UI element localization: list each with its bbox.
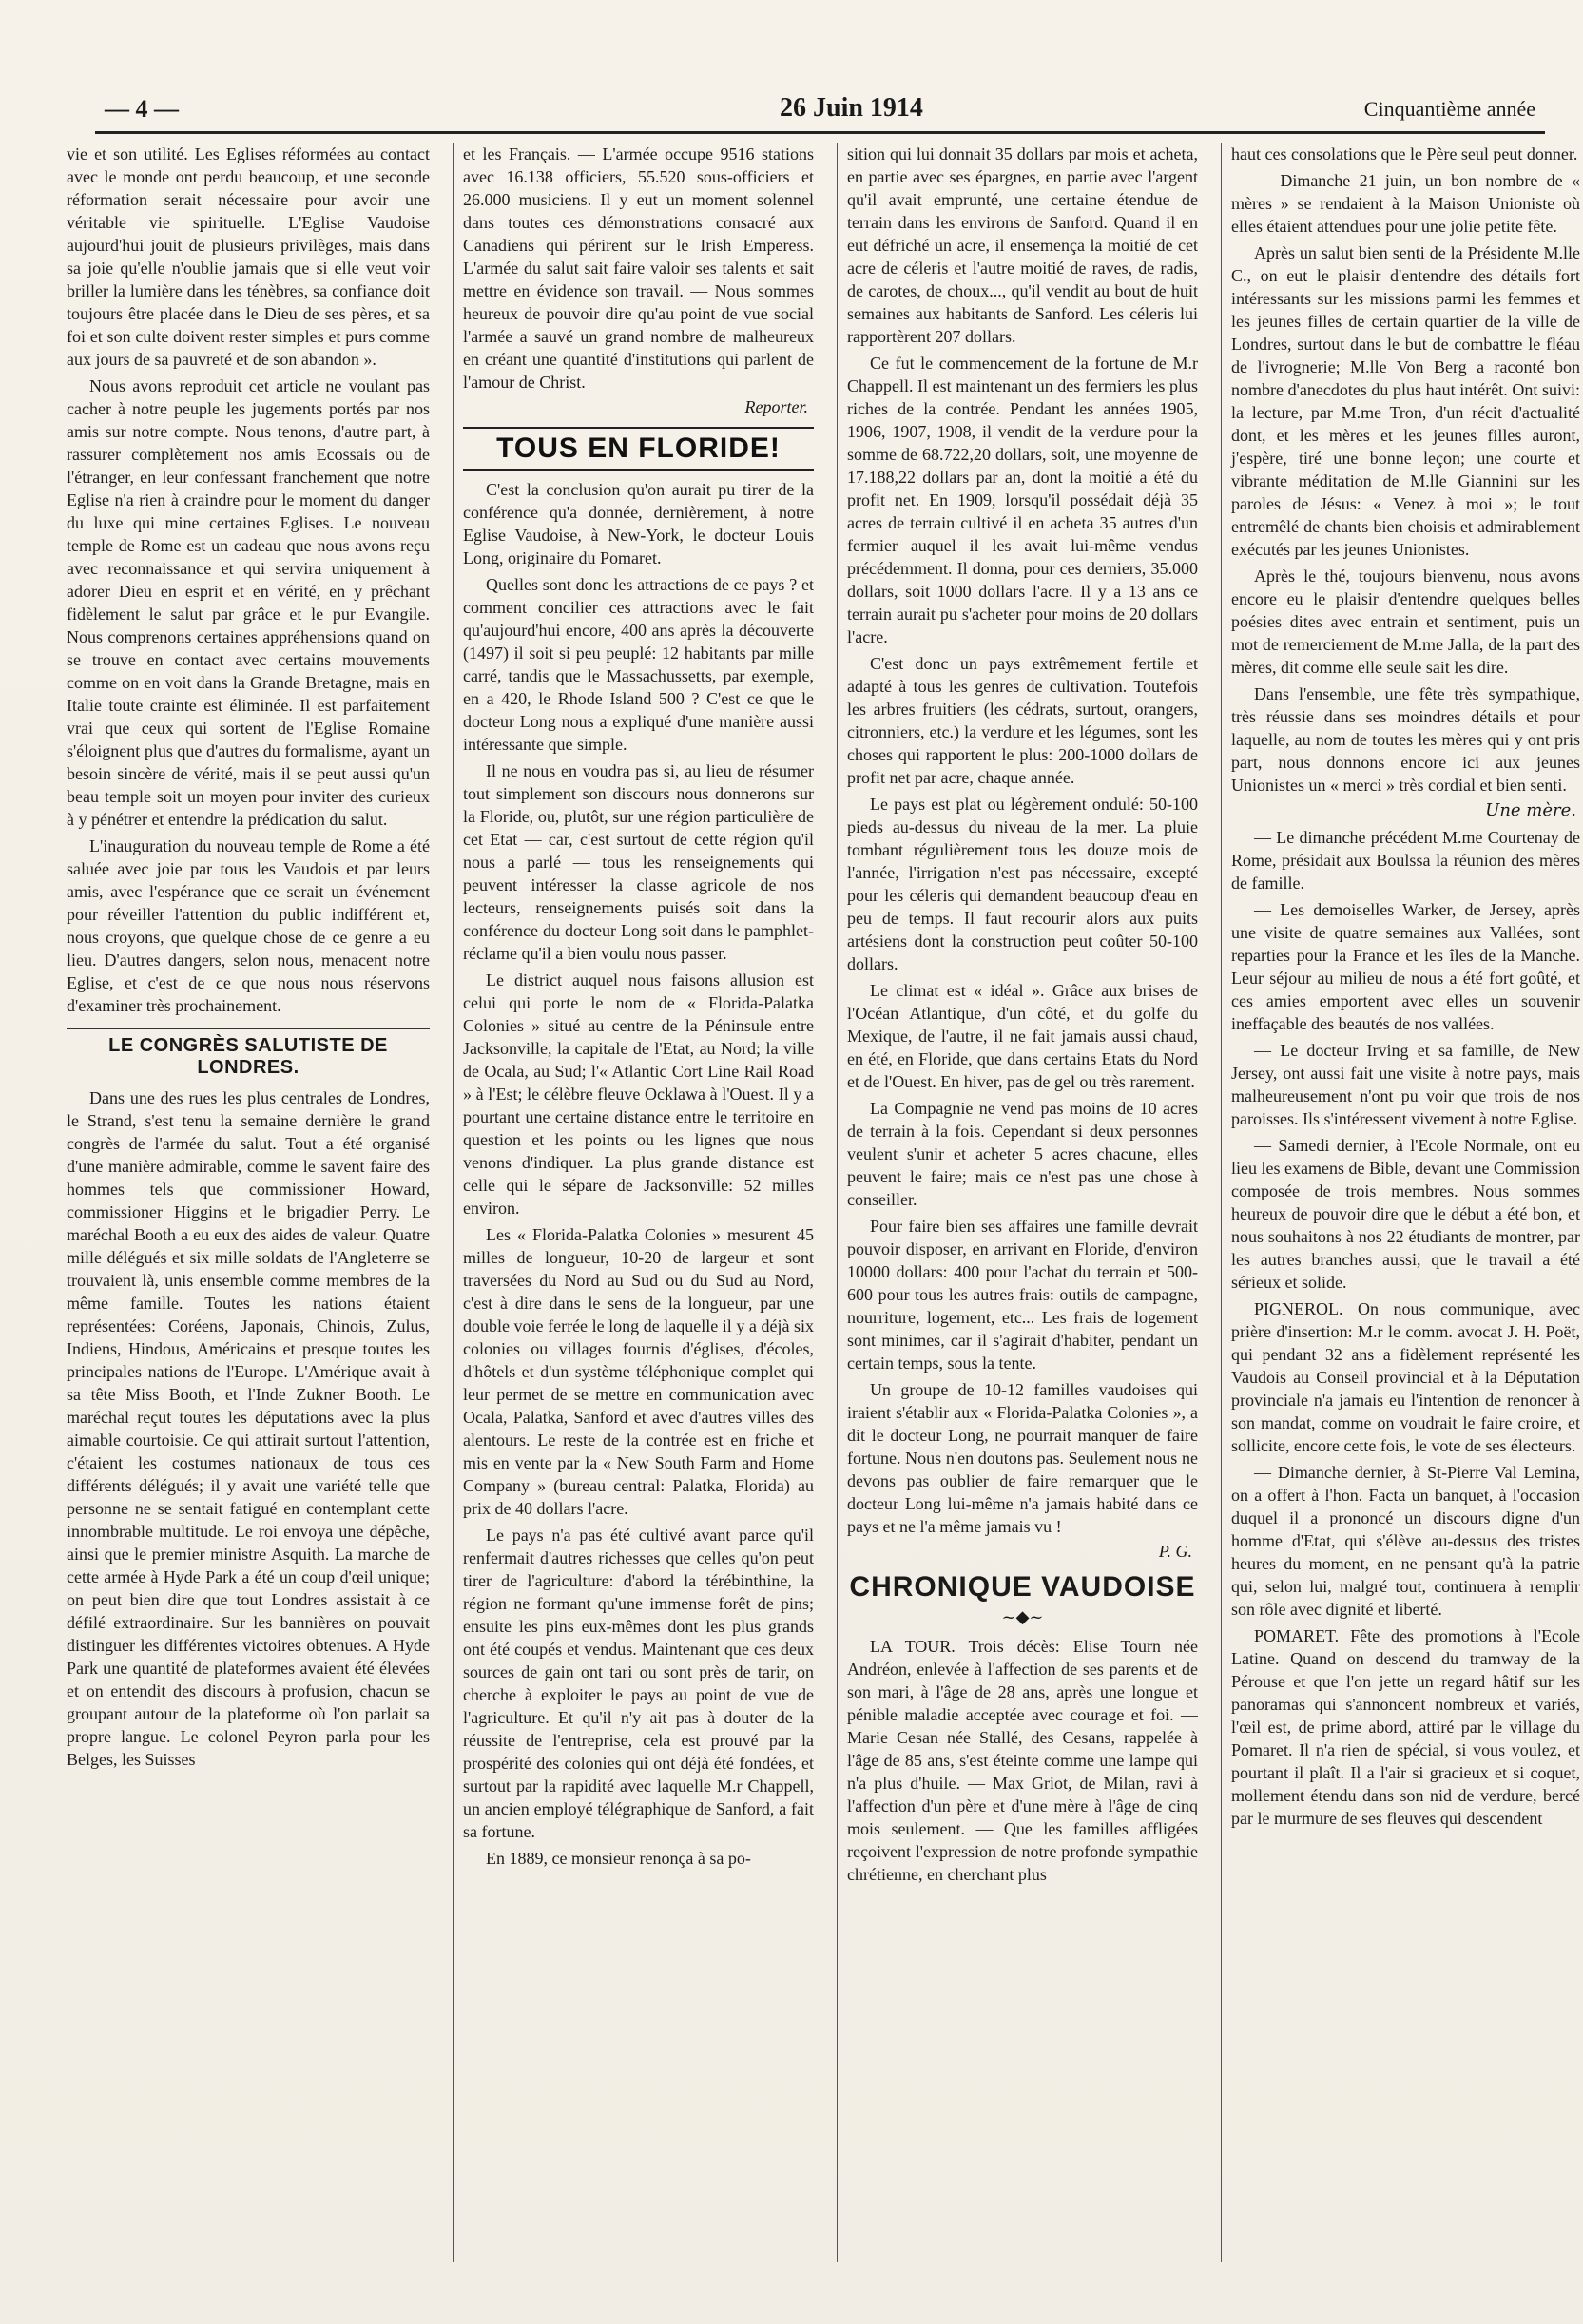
col2-paragraph: Il ne nous en voudra pas si, au lieu de résumer tout simplement son discours nous donnerons sur la Floride, ou, plutôt, sur une région particulière de cet Etat — car, c'est surtout de cette région qu'il nous a parlé — tous les renseignements qui peuvent intéresser la classe agricole de nos lecteurs, renseignements puisés soit dans la conférence du docteur Long soit dans le pamphlet-réclame qu'il a bien voulu nous passer. <box>463 761 814 963</box>
col3-paragraph: LA TOUR. Trois décès: Elise Tourn née Andréon, enlevée à l'affection de ses parents et de son mari, à l'âge de 28 ans, après une longue et pénible maladie acceptée avec courage et foi. — Marie Cesan née Stallé, des Cesans, rappelée à l'âge de 85 ans, s'est éteinte comme une lampe qui n'a plus d'huile. — Max Griot, de Milan, ravi à l'affection d'un père et d'une mère à l'âge de cinq mois seulement. — Que les familles affligées reçoivent l'expression de notre profonde sympathie chrétienne, en cherchant plus <box>847 1637 1198 1884</box>
volume-year: Cinquantième année <box>1363 97 1535 121</box>
col2-paragraph: Le pays n'a pas été cultivé avant parce qu'il renfermait d'autres richesses que celles qu'on peut tirer de l'agriculture: d'abord la térébinthine, la région ne formant qu'une immense forêt de pins; ensuite les pins eux-mêmes dont les plus grands ont été coupés et vendus. Maintenant que ces deux sources de gain ont tari ou sont près de tarir, on cherche à exploiter le pays au point de vue de l'agriculture. Et qu'il n'y ait pas à douter de la réussite de l'entreprise, cela est prouvé par la prospérité des colonies qui ont déjà été fondées, et surtout par la rapidité avec laquelle M.r Chappell, un ancien employé télégraphique de Sanford, a fait sa fortune. <box>463 1526 814 1841</box>
column-1 <box>67 143 430 2262</box>
col4-paragraph: POMARET. Fête des promotions à l'Ecole Latine. Quand on descend du tramway de la Pérouse et que l'on jette un regard hâtif sur les panoramas qui s'annoncent nombreux et variés, l'œil est, de prime abord, attiré par le village du Pomaret. Il n'a rien de spécial, si vous voulez, et pourtant il plaît. Il a l'air si gracieux et si coquet, mollement étendu dans son nid de verdure, bercé par le murmure de ses fleuves qui descendent <box>1231 1626 1580 1828</box>
issue-date: 26 Juin 1914 <box>780 93 923 123</box>
col2-paragraph: C'est la conclusion qu'on aurait pu tirer de la conférence qu'a donnée, dernièrement, à notre Eglise Vaudoise, à New-York, le docteur Louis Long, originaire du Pomaret. <box>463 480 814 567</box>
col4-paragraph: — Dimanche dernier, à St-Pierre Val Lemina, on a offert à l'hon. Facta un banquet, à l'occasion duquel il a prononcé un discours digne d'un homme d'Etat, qui s'élève au-dessus des tristes heures du moment, en ne pensant qu'à la patrie qui, selon lui, malgré tout, continuera à remplir son rôle avec dignité et liberté. <box>1231 1463 1580 1619</box>
col3-paragraph: Pour faire bien ses affaires une famille devrait pouvoir disposer, en arrivant en Floride, d'environ 10000 dollars: 400 pour l'achat du terrain et 500-600 pour tous les autres frais: outils de campagne, nourriture, logement, etc... Les frais de logement sont minimes, car il s'agirait d'habiter, pendant un certain temps, sous la tente. <box>847 1217 1198 1373</box>
col4-paragraph: haut ces consolations que le Père seul peut donner. <box>1231 144 1578 163</box>
col4-paragraph: Après le thé, toujours bienvenu, nous avons encore eu le plaisir d'entendre quelques belles poésies dites avec entrain et sentiment, puis un mot de remerciement de M.me Jalla, de la part des mères, dit comme elle seule sait les dire. <box>1231 567 1580 677</box>
column-4 <box>1221 143 1580 2262</box>
col3-paragraph: Le climat est « idéal ». Grâce aux brises de l'Océan Atlantique, d'un côté, et du golfe du Mexique, de l'autre, il ne fait jamais aussi chaud, en été, en Floride, que dans certains Etats du Nord et de l'Ouest. En hiver, pas de gel ou très rarement. <box>847 981 1198 1091</box>
ornament-divider: ~◆~ <box>1001 1607 1044 1627</box>
col2-paragraph: Quelles sont donc les attractions de ce pays ? et comment concilier ces attractions avec le fait qu'aujourd'hui encore, 400 ans après la découverte (1497) il soit si peu peuplé: 12 habitants par mille carré, tandis que le Massachussetts, par exemple, en a 420, le Rhode Island 500 ? C'est ce que le docteur Long nous a expliqué d'une manière aussi intéressante que simple. <box>463 575 814 754</box>
col4-paragraph: — Les demoiselles Warker, de Jersey, après une visite de quatre semaines aux Vallées, sont reparties pour la France et les îles de la Manche. Leur séjour au milieu de nous a été fort goûté, et ces amies emportent avec elles un souvenir ineffaçable des beautés de nos vallées. <box>1231 900 1580 1033</box>
col1-paragraph: vie et son utilité. Les Eglises réformées au contact avec le monde ont perdu beaucoup, et une seconde réformation serait nécessaire pour avoir une véritable vie spirituelle. L'Eglise Vaudoise aujourd'hui jouit de plusieurs privilèges, mais dans sa joie qu'elle n'oublie jamais que si elle veut voir briller la lumière dans les ténèbres, sa confiance doit toujours être placée dans le Dieu de ses pères, et sa foi et son culte doivent rester simples et purs comme aux jours de sa pauvreté et de son abandon ». <box>67 144 430 369</box>
page-number: — 4 — <box>105 95 179 123</box>
col3-paragraph: La Compagnie ne vend pas moins de 10 acres de terrain à la fois. Cependant si deux personnes veulent s'unir et acheter 5 acres chacune, elles peuvent le faire; mais ce n'est pas une chose à conseiller. <box>847 1099 1198 1209</box>
col4-paragraph: — Le dimanche précédent M.me Courtenay de Rome, présidait aux Boulssa la réunion des mères de famille. <box>1231 828 1580 893</box>
col4-paragraph: — Samedi dernier, à l'Ecole Normale, ont eu lieu les examens de Bible, devant une Commission composée de trois membres. Nous sommes heureux de pouvoir dire que le début a été bon, et nous souhaitons à nos 22 étudiants de montrer, par les autres branches aussi, que le travail a été sérieux et solide. <box>1231 1136 1580 1292</box>
headline-box <box>463 427 814 471</box>
signature-reporter: Reporter. <box>744 397 808 416</box>
article-columns <box>67 143 1580 2262</box>
col4-paragraph: — Dimanche 21 juin, un bon nombre de « mères » se rendaient à la Maison Unioniste où elles étaient attendues pour une jolie petite fête. <box>1231 171 1580 236</box>
article-headline-salvation-congress: LE CONGRÈS SALUTISTE DE LONDRES. <box>67 1028 430 1079</box>
col1-paragraph: Nous avons reproduit cet article ne voulant pas cacher à notre peuple les jugements portés par nos amis sur notre compte. Nous tenons, d'autre part, à rassurer complètement nos amis Ecossais ou de l'étranger, en leur confessant franchement que notre Eglise n'a rien à craindre pour le moment du danger du luxe qui mine certaines Eglises. Le nouveau temple de Rome est un cadeau que nous avons reçu avec reconnaissance et qui servira uniquement à adorer Dieu en esprit et en vérité, en y prêchant fidèlement le salut par grâce et le pur Evangile. Nous comprenons certaines appréhensions quand on se trouve en contact avec certains mouvements comme on en voit dans la Grande Bretagne, mais en Italie toute crainte est éliminée. Il est parfaitement vrai que ceux qui sortent de l'Eglise Romaine s'éloignent plus que d'autres du formalisme, ayant un besoin sincère de vérité, mais il se peut aussi qu'un beau temple soit un moyen pour inviter des curieux à y pénétrer et entendre la prédication du salut. <box>67 376 430 829</box>
col3-paragraph: C'est donc un pays extrêmement fertile et adapté à tous les genres de cultivation. Toutefois les arbres fruitiers (les cédrats, surtout, orangers, citronniers, etc.) la verdure et les légumes, sont les choses qui rapportent le plus: 200-1000 dollars de profit net par acre, chaque année. <box>847 654 1198 787</box>
col3-paragraph: Un groupe de 10-12 familles vaudoises qui iraient s'établir aux « Florida-Palatka Colonies », a dit le docteur Long, ne pourrait manquer de faire fortune. Nous n'en doutons pas. Seulement nous ne devons pas oublier de faire remarquer que le docteur Long lui-même n'a jamais habité dans ce pays et ne l'a même jamais vu ! <box>847 1380 1198 1536</box>
col4-paragraph: PIGNEROL. On nous communique, avec prière d'insertion: M.r le comm. avocat J. H. Poët, qui pendant 32 ans a fidèlement représenté les Vaudois au Conseil provincial et à la Députation provinciale n'a jamais eu l'intention de renoncer à son mandat, comme on voudrait le faire croire, et sollicite, encore cette fois, le vote de ses électeurs. <box>1231 1299 1580 1455</box>
col2-paragraph: et les Français. — L'armée occupe 9516 stations avec 16.138 officiers, 55.520 sous-officiers et 26.000 musiciens. Il y eut un moment solennel dans toutes ces démonstrations consacré aux Canadiens qui périrent sur le Irish Emperess. L'armée du salut sait faire valoir ses talents et sait mettre en évidence son travail. — Nous sommes heureux de pouvoir dire qu'au point de vue social l'armée a sauvé un grand nombre de malheureux en créant une quantité d'institutions qui parlent de l'amour de Christ. <box>463 144 814 392</box>
page-header <box>95 87 1545 134</box>
col1-paragraph: L'inauguration du nouveau temple de Rome a été saluée avec joie par tous les Vaudois et par leurs amis, avec l'espérance que ce serait un événement pour réveiller l'attention du public indifférent et, nous croyons, que quelque chose de ce genre a eu lieu. D'autres dangers, selon nous, menacent notre Eglise, et c'est de ce que nous nous réservons d'examiner très prochainement. <box>67 836 430 1015</box>
col2-paragraph: En 1889, ce monsieur renonça à sa po- <box>486 1849 751 1868</box>
col1-paragraph: Dans une des rues les plus centrales de Londres, le Strand, s'est tenu la semaine dernière le grand congrès de l'armée du salut. Tout a été organisé d'une manière admirable, comme le savent faire des hommes tels que commissioner Howard, commissioner Higgins et le brigadier Perry. Le maréchal Booth a eu eux des aides de valeur. Quatre mille délégués et six mille soldats de l'Angleterre se trouvaient là, unis ensemble comme membres de la même famille. Toutes les nations étaient représentées: Coréens, Japonais, Chinois, Zulus, Indiens, Hindous, Américains et presque toutes les principales nations de l'Europe. L'Amérique avait à sa tête Miss Booth, et l'Inde Zukner Booth. Le maréchal reçut toutes les députations avec la plus aimable courtoisie. Ce qui attirait surtout l'attention, c'étaient les costumes nationaux de tous ces différents délégués; il y avait une variété telle que personne ne se sentait fatigué en contemplant cette innombrable multitude. Le roi envoya une dépêche, ainsi que le premier ministre Asquith. La marche de cette armée à Hyde Park a été un coup d'œil unique; on peut bien dire que tout Londres assistait à ce défilé extraordinaire. Sur les bannières on pouvait distinguer les différentes victoires obtenues. A Hyde Park une quantité de plateformes avaient été élevées et on entendit des discours à profusion, chacun se groupant autour de la plateforme où l'on parlait sa propre langue. Le colonel Peyron parla pour les Belges, les Suisses <box>67 1088 430 1769</box>
col4-paragraph: Après un salut bien senti de la Présidente M.lle C., on eut le plaisir d'entendre des détails fort intéressants sur les missions parmi les femmes et les jeunes filles de certain quartier de la ville de Londres, surtout dans le but de combattre le fléau de l'ivrognerie; M.lle Von Berg a raconté bon nombre d'anecdotes du plus haut intérêt. Ont suivi: la lecture, par M.me Tron, d'un récit d'actualité dont, et les mères et les jeunes filles auront, j'espère, tiré une bonne leçon; une courte et vibrante méditation de M.lle Giannini sur les paroles de Jésus: « Venez à moi »; le tout entremêlé de chants bien choisis et admirablement exécutés par les jeunes Unionistes. <box>1231 243 1580 559</box>
col2-paragraph: Le district auquel nous faisons allusion est celui qui porte le nom de « Florida-Palatka Colonies » situé au centre de la Péninsule entre Jacksonville, la capitale de l'Etat, au Nord; la ville de Ocala, au Sud; l'« Atlantic Cort Line Rail Road » à l'Est; le célèbre fleuve Ocklawa à l'Ouest. Il y a pourtant une certaine distance entre le territoire en question et les points ou les lignes que nous venons d'indiquer. La plus grande distance est celle qui le sépare de Jacksonville: 52 milles environ. <box>463 970 814 1218</box>
column-2 <box>453 143 814 2262</box>
col3-paragraph: sition qui lui donnait 35 dollars par mois et acheta, en partie avec ses épargnes, en partie avec l'argent qu'il avait emprunté, une certaine étendue de terrain dans les environs de Sanford. Quand il en eut défriché un acre, il ensemença la moitié de cet acre de céleris et l'autre moitié de raves, de radis, de carotes, de choux..., qu'il vendit au bout de huit semaines aux habitants de Sanford. Les céleris lui rapportèrent 207 dollars. <box>847 144 1198 346</box>
col2-paragraph: Les « Florida-Palatka Colonies » mesurent 45 milles de longueur, 10-20 de largeur et sont traversées du Nord au Sud ou du Sud au Nord, c'est à dire dans le sens de la longueur, par une double voie ferrée le long de laquelle il y a déjà six colonies ou villages fournis d'églises, d'écoles, d'hôtels et d'un système téléphonique complet qui leur permet de se mettre en communication avec Ocala, Palatka, Sanford et avec d'autres villes des alentours. Le reste de la contrée est en friche et mis en vente par la « New South Farm and Home Company » (bureau central: Palatka, Florida) au prix de 40 dollars l'acre. <box>463 1225 814 1518</box>
col4-paragraph: Dans l'ensemble, une fête très sympathique, très réussie dans ses moindres détails et pour laquelle, au nom de toutes les mères qui y ont pris part, nous donnons encore ici aux jeunes Unionistes un « merci » très cordial et bien senti. <box>1231 684 1580 795</box>
signature-pg: P. G. <box>1158 1542 1192 1561</box>
section-title-chronique: CHRONIQUE VAUDOISE <box>849 1571 1196 1603</box>
col3-paragraph: Le pays est plat ou légèrement ondulé: 50-100 pieds au-dessus du niveau de la mer. La pluie tombant régulièrement tous les douze mois de l'année, l'irrigation n'est pas nécessaire, excepté pour les céleris qui demandent beaucoup d'eau en peu de temps. Il faut recourir alors aux puits artésiens dont la construction peut coûter 50-100 dollars. <box>847 795 1198 973</box>
signature-une-mere: Une mère. <box>1485 800 1576 820</box>
column-3 <box>837 143 1198 2262</box>
col3-paragraph: Ce fut le commencement de la fortune de M.r Chappell. Il est maintenant un des fermiers les plus riches de la contrée. Pendant les années 1905, 1906, 1907, 1908, il vendit de la verdure pour la somme de 68.722,20 dollars, soit, une moyenne de 17.188,22 dollars par an, dont la moitié a été du profit net. En 1909, lorsqu'il possédait déjà 35 acres de terrain cultivé il en acheta 35 autres d'un fermier auquel il les avait lui-même vendus précédemment. Il donna, pour ces derniers, 35.000 dollars, soit 1000 dollars l'acre. Il y a 13 ans ce terrain aurait pu s'acheter pour moins de 20 dollars l'acre. <box>847 354 1198 646</box>
col4-paragraph: — Le docteur Irving et sa famille, de New Jersey, ont aussi fait une visite à notre pays, mais malheureusement n'ont pu voir que trois de nos paroisses. Ils s'intéressent vivement à notre Eglise. <box>1231 1041 1580 1128</box>
article-headline-florida: TOUS EN FLORIDE! <box>496 432 781 464</box>
